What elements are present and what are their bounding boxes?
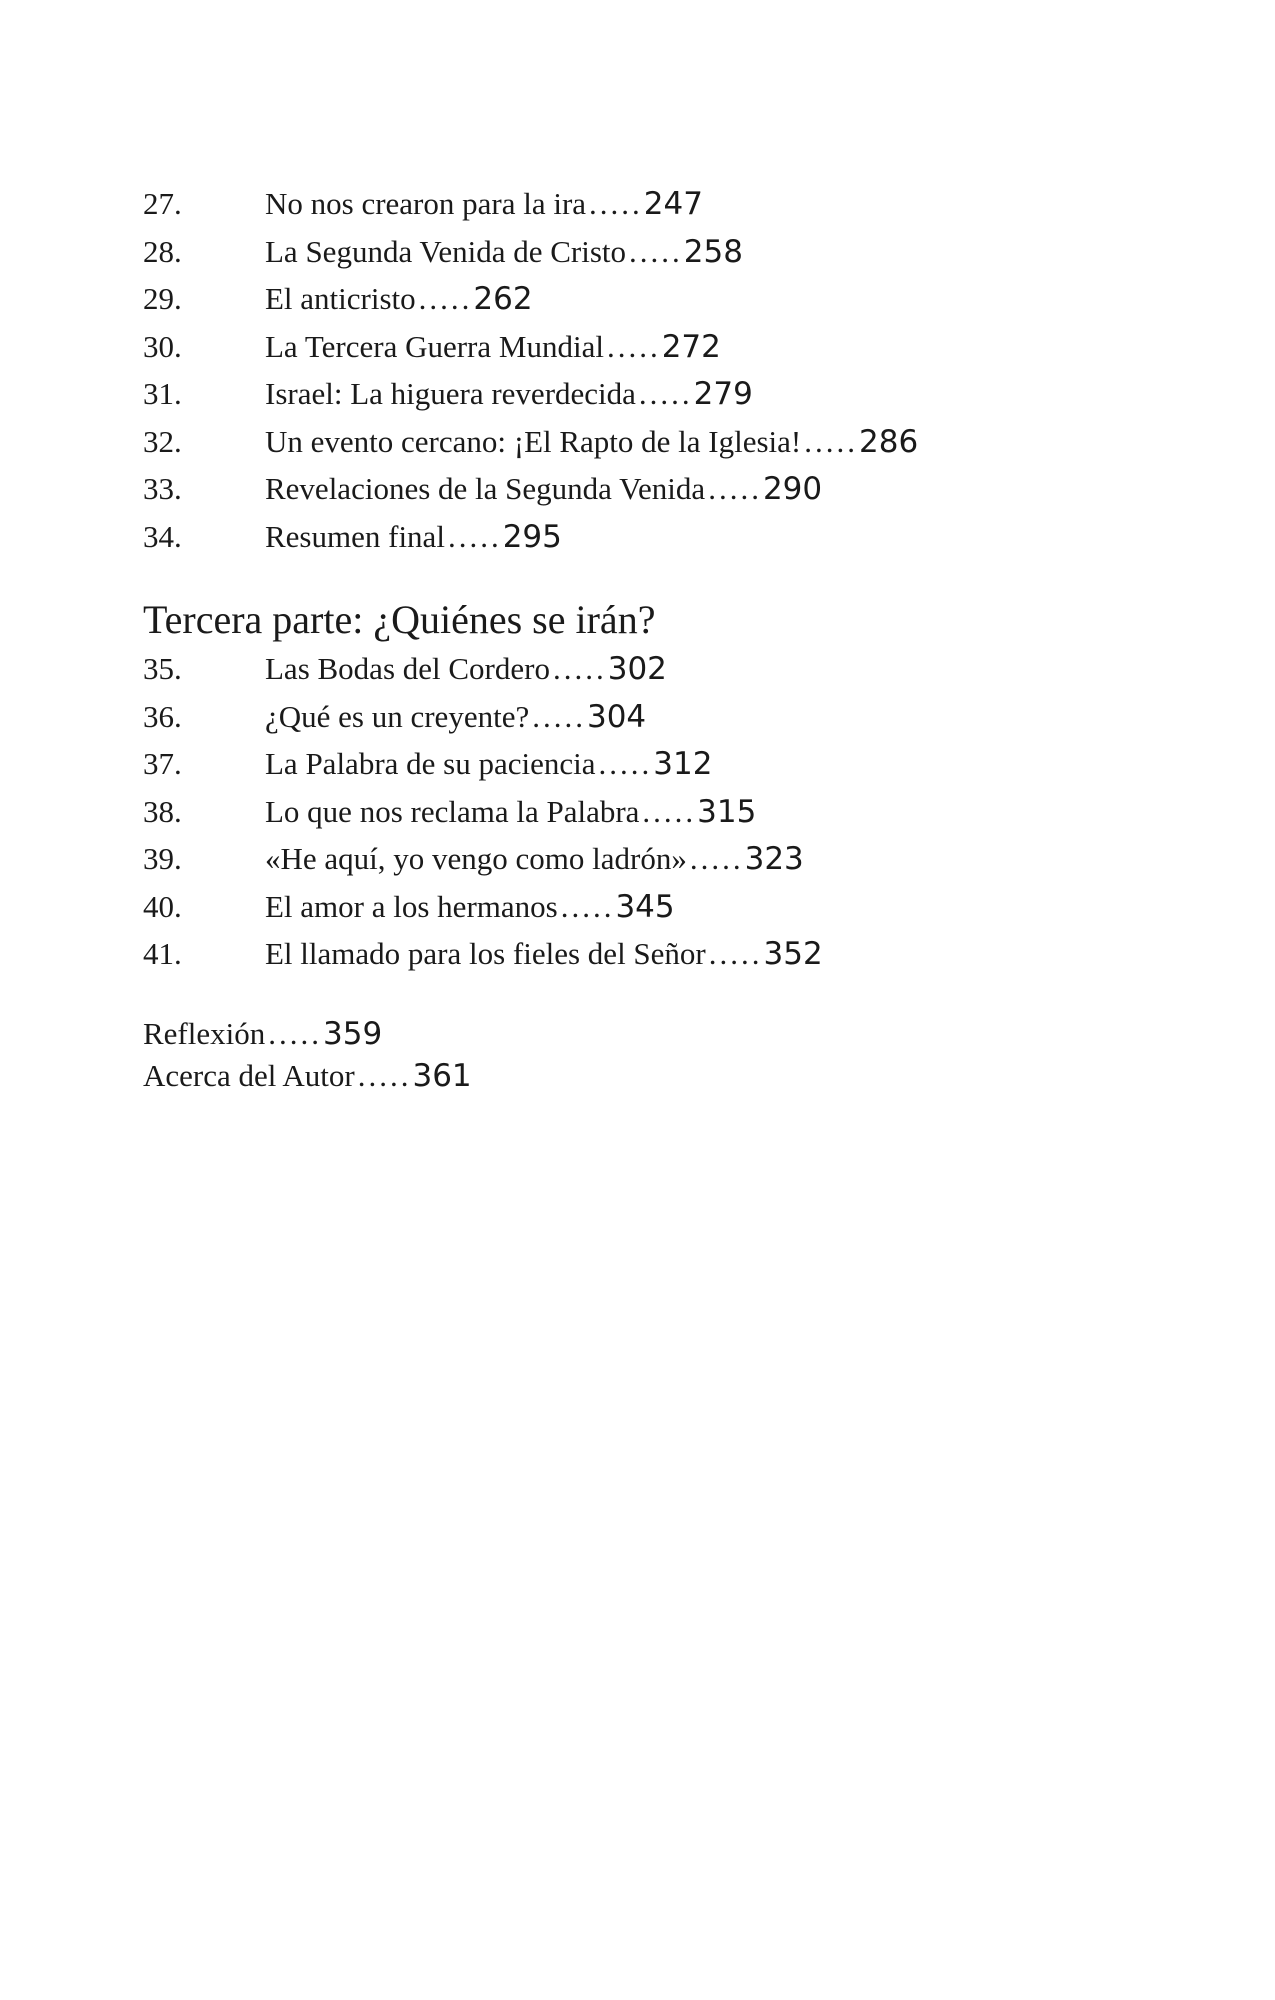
chapter-number: 32. bbox=[143, 423, 182, 459]
chapter-number: 27. bbox=[143, 186, 182, 221]
backmatter-title: Reflexión bbox=[143, 1015, 266, 1051]
page-number: 286 bbox=[859, 423, 919, 460]
toc-entry bbox=[143, 228, 1143, 276]
page-number: 302 bbox=[607, 651, 667, 687]
chapter-title: Israel: La higuera reverdecida bbox=[265, 376, 636, 411]
toc-entry bbox=[143, 418, 1143, 466]
page-number: 290 bbox=[762, 471, 823, 507]
chapter-title: «He aquí, yo vengo como ladrón» bbox=[265, 841, 687, 876]
chapter-title: Lo que nos reclama la Palabra bbox=[265, 793, 640, 829]
chapter-title: El llamado para los fieles del Señor bbox=[265, 936, 706, 971]
toc-part3-list bbox=[143, 645, 1143, 978]
chapter-number: 40. bbox=[143, 888, 182, 924]
chapter-title: El amor a los hermanos bbox=[265, 888, 558, 924]
chapter-title: La Tercera Guerra Mundial bbox=[265, 328, 604, 364]
toc-entry bbox=[143, 1055, 1143, 1097]
toc-backmatter-list bbox=[143, 1013, 1143, 1097]
chapter-title: Un evento cercano: ¡El Rapto de la Iglesia! bbox=[265, 423, 802, 459]
toc-entry bbox=[143, 835, 1143, 883]
page-number: 345 bbox=[615, 888, 675, 925]
chapter-number: 29. bbox=[143, 281, 182, 316]
toc-entry bbox=[143, 693, 1143, 741]
chapter-title: No nos crearon para la ira bbox=[265, 186, 587, 221]
chapter-title: Revelaciones de la Segunda Venida bbox=[265, 471, 706, 506]
dot-leader: ..... bbox=[552, 651, 607, 686]
dot-leader: ..... bbox=[638, 376, 693, 411]
page-number: 262 bbox=[473, 281, 533, 317]
page-number: 295 bbox=[502, 518, 562, 555]
toc-entry bbox=[143, 1013, 1143, 1055]
chapter-title: La Palabra de su paciencia bbox=[265, 746, 596, 781]
toc-entry bbox=[143, 930, 1143, 978]
chapter-number: 33. bbox=[143, 471, 182, 506]
chapter-number: 30. bbox=[143, 328, 182, 364]
dot-leader: ..... bbox=[689, 841, 744, 876]
dot-leader: ..... bbox=[589, 186, 643, 221]
page-number: 312 bbox=[653, 746, 713, 782]
chapter-title: La Segunda Venida de Cristo bbox=[265, 233, 627, 269]
toc-entry bbox=[143, 370, 1143, 418]
chapter-number: 35. bbox=[143, 651, 182, 686]
page-number: 272 bbox=[661, 328, 721, 365]
dot-leader: ..... bbox=[447, 518, 502, 554]
toc-entry bbox=[143, 645, 1143, 693]
dot-leader: ..... bbox=[804, 423, 858, 459]
dot-leader: ..... bbox=[357, 1057, 412, 1093]
dot-leader: ..... bbox=[418, 281, 473, 316]
page-number: 352 bbox=[763, 936, 823, 972]
toc-entry bbox=[143, 275, 1143, 323]
toc-entry bbox=[143, 788, 1143, 836]
page-number: 304 bbox=[586, 698, 647, 735]
chapter-title: El anticristo bbox=[265, 281, 416, 316]
toc-part2-list bbox=[143, 180, 1143, 560]
page-number: 359 bbox=[323, 1015, 383, 1052]
chapter-number: 38. bbox=[143, 793, 182, 829]
chapter-number: 36. bbox=[143, 698, 182, 734]
chapter-number: 34. bbox=[143, 518, 182, 554]
page-number: 279 bbox=[693, 376, 753, 412]
dot-leader: ..... bbox=[642, 793, 697, 829]
dot-leader: ..... bbox=[598, 746, 653, 781]
chapter-title: Resumen final bbox=[265, 518, 445, 554]
page-number: 315 bbox=[697, 793, 757, 830]
section-heading: Tercera parte: ¿Quiénes se irán? bbox=[143, 597, 656, 642]
page-number: 247 bbox=[643, 186, 703, 222]
chapter-title: ¿Qué es un creyente? bbox=[265, 698, 530, 734]
dot-leader: ..... bbox=[629, 233, 683, 269]
toc-entry bbox=[143, 180, 1143, 228]
chapter-number: 39. bbox=[143, 841, 182, 876]
chapter-number: 41. bbox=[143, 936, 182, 971]
dot-leader: ..... bbox=[708, 471, 762, 506]
toc-entry bbox=[143, 883, 1143, 931]
chapter-number: 28. bbox=[143, 233, 182, 269]
dot-leader: ..... bbox=[606, 328, 661, 364]
chapter-number: 31. bbox=[143, 376, 182, 411]
chapter-number: 37. bbox=[143, 746, 182, 781]
dot-leader: ..... bbox=[560, 888, 615, 924]
toc-entry bbox=[143, 740, 1143, 788]
page-number: 258 bbox=[683, 233, 743, 270]
toc-entry bbox=[143, 513, 1143, 561]
dot-leader: ..... bbox=[532, 698, 586, 734]
dot-leader: ..... bbox=[268, 1015, 322, 1051]
chapter-title: Las Bodas del Cordero bbox=[265, 651, 550, 686]
page-number: 323 bbox=[744, 841, 804, 877]
toc-entry bbox=[143, 323, 1143, 371]
page-number: 361 bbox=[412, 1057, 472, 1094]
dot-leader: ..... bbox=[708, 936, 763, 971]
backmatter-title: Acerca del Autor bbox=[143, 1057, 355, 1093]
table-of-contents bbox=[143, 180, 1143, 1097]
toc-entry bbox=[143, 465, 1143, 513]
